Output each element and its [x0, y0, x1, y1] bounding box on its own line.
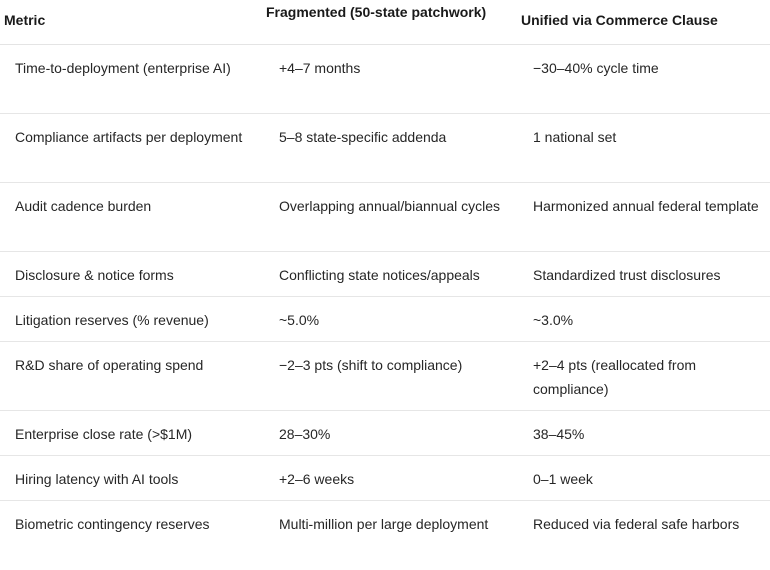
table-header-row: [0, 0, 770, 45]
cell-metric: Disclosure & notice forms: [15, 267, 174, 283]
table-row: [0, 411, 770, 456]
cell-metric: Compliance artifacts per deployment: [15, 129, 243, 145]
table-row: [0, 456, 770, 501]
cell-fragmented: −2–3 pts (shift to compliance): [279, 357, 463, 373]
cell-fragmented: Overlapping annual/biannual cycles: [279, 198, 501, 214]
cell-unified: Harmonized annual federal template: [533, 198, 759, 214]
cell-fragmented: +4–7 months: [279, 60, 361, 76]
cell-metric: Hiring latency with AI tools: [15, 471, 179, 487]
cell-metric: Litigation reserves (% revenue): [15, 312, 209, 328]
table-row: [0, 342, 770, 411]
cell-metric: R&D share of operating spend: [15, 357, 204, 373]
cell-unified: +2–4 pts (reallocated from compliance): [533, 357, 697, 397]
cell-unified: 38–45%: [533, 426, 585, 442]
cell-unified: Standardized trust disclosures: [533, 267, 721, 283]
cell-metric: Biometric contingency reserves: [15, 516, 210, 532]
table-row: [0, 114, 770, 183]
cell-unified: Reduced via federal safe harbors: [533, 516, 740, 532]
cell-fragmented: +2–6 weeks: [279, 471, 355, 487]
cell-metric: Time-to-deployment (enterprise AI): [15, 60, 231, 76]
cell-fragmented: 5–8 state-specific addenda: [279, 129, 447, 145]
cell-unified: 0–1 week: [533, 471, 593, 487]
table-row: [0, 252, 770, 297]
header-fragmented: Fragmented (50-state patchwork): [266, 4, 487, 20]
cell-metric: Enterprise close rate (>$1M): [15, 426, 193, 442]
header-metric: Metric: [4, 12, 46, 28]
cell-unified: −30–40% cycle time: [533, 60, 659, 76]
cell-fragmented: Multi-million per large deployment: [279, 516, 489, 532]
table-row: [0, 183, 770, 252]
cell-unified: ~3.0%: [533, 312, 574, 328]
cell-fragmented: 28–30%: [279, 426, 331, 442]
cell-metric: Audit cadence burden: [15, 198, 152, 214]
cell-unified: 1 national set: [533, 129, 617, 145]
cell-fragmented: Conflicting state notices/appeals: [279, 267, 480, 283]
header-unified: Unified via Commerce Clause: [521, 12, 718, 28]
table-row: [0, 297, 770, 342]
table-row: [0, 501, 770, 570]
table-row: [0, 45, 770, 114]
cell-fragmented: ~5.0%: [279, 312, 320, 328]
